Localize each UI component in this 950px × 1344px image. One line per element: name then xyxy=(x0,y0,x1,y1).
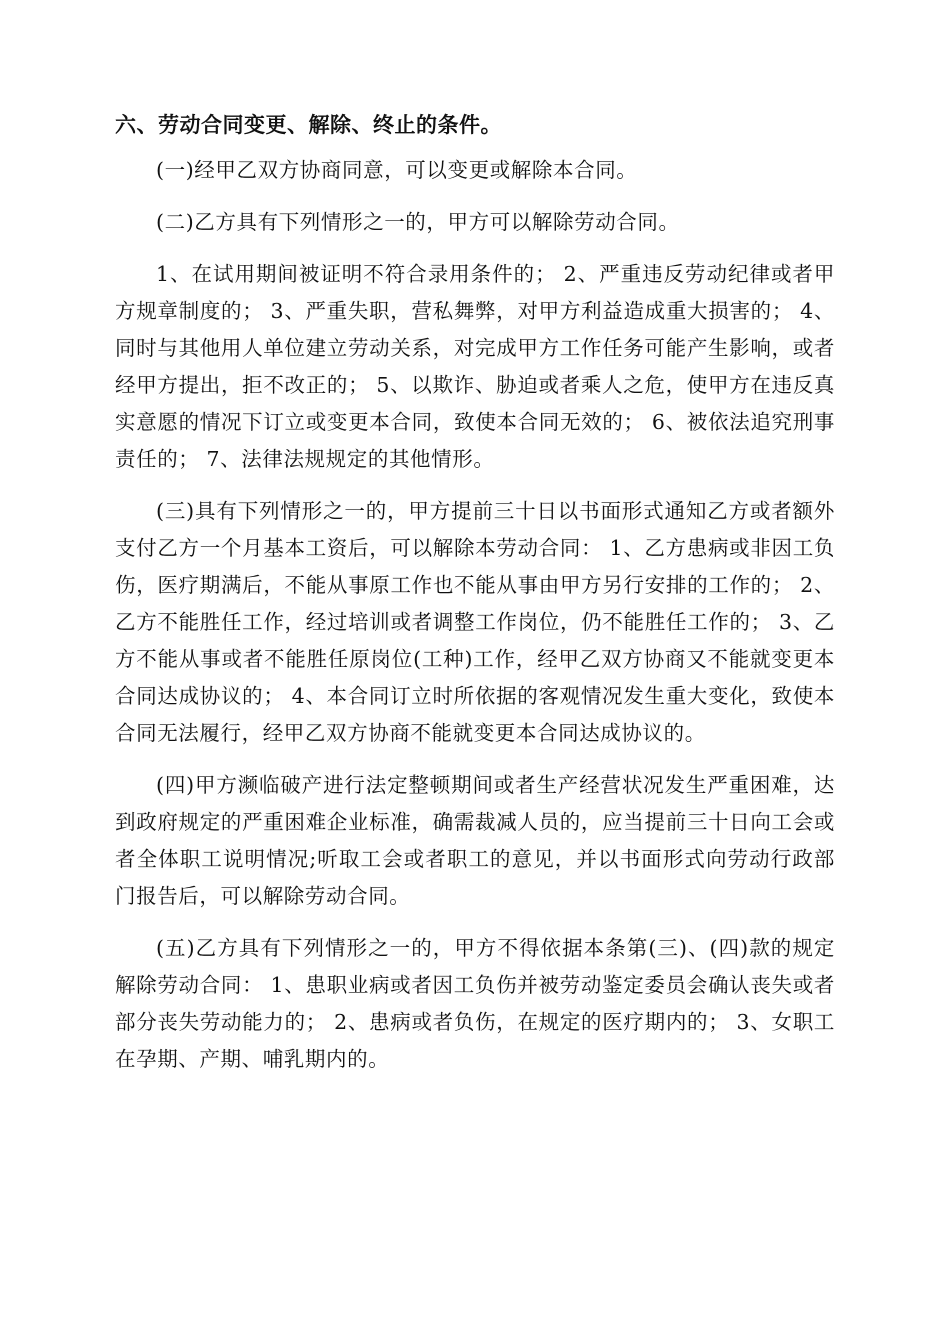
paragraph-clause-5: (五)乙方具有下列情形之一的，甲方不得依据本条第(三)、(四)款的规定解除劳动合同： 1、患职业病或者因工负伤并被劳动鉴定委员会确认丧失或者部分丧失劳动能力的； 2、患病或者负伤，在规定的医疗期内的； 3、女职工在孕期、产期、哺乳期内的。 xyxy=(115,936,835,1071)
paragraph-clause-2-items: 1、在试用期间被证明不符合录用条件的； 2、严重违反劳动纪律或者甲方规章制度的； 3、严重失职，营私舞弊，对甲方利益造成重大损害的； 4、同时与其他用人单位建立劳动关系，对完成甲方工作任务可能产生影响，或者经甲方提出，拒不改正的； 5、以欺诈、胁迫或者乘人之危，使甲方在违反真实意愿的情况下订立或变更本合同，致使本合同无效的； 6、被依法追究刑事责任的； 7、法律法规规定的其他情形。 xyxy=(115,262,835,471)
paragraph-clause-2: (二)乙方具有下列情形之一的，甲方可以解除劳动合同。 xyxy=(156,210,680,234)
document-page xyxy=(115,108,835,1093)
paragraph-clause-1: (一)经甲乙双方协商同意，可以变更或解除本合同。 xyxy=(156,158,638,182)
paragraph-clause-3: (三)具有下列情形之一的，甲方提前三十日以书面形式通知乙方或者额外支付乙方一个月基本工资后，可以解除本劳动合同： 1、乙方患病或非因工负伤，医疗期满后，不能从事原工作也不能从事由甲方另行安排的工作的； 2、乙方不能胜任工作，经过培训或者调整工作岗位，仍不能胜任工作的； 3、乙方不能从事或者不能胜任原岗位(工种)工作，经甲乙双方协商又不能就变更本合同达成协议的； 4、本合同订立时所依据的客观情况发生重大变化，致使本合同无法履行，经甲乙双方协商不能就变更本合同达成协议的。 xyxy=(115,499,835,745)
section-heading: 六、劳动合同变更、解除、终止的条件。 xyxy=(115,113,502,137)
paragraph-clause-4: (四)甲方濒临破产进行法定整顿期间或者生产经营状况发生严重困难，达到政府规定的严重困难企业标准，确需裁减人员的，应当提前三十日向工会或者全体职工说明情况;听取工会或者职工的意见，并以书面形式向劳动行政部门报告后，可以解除劳动合同。 xyxy=(115,773,835,908)
